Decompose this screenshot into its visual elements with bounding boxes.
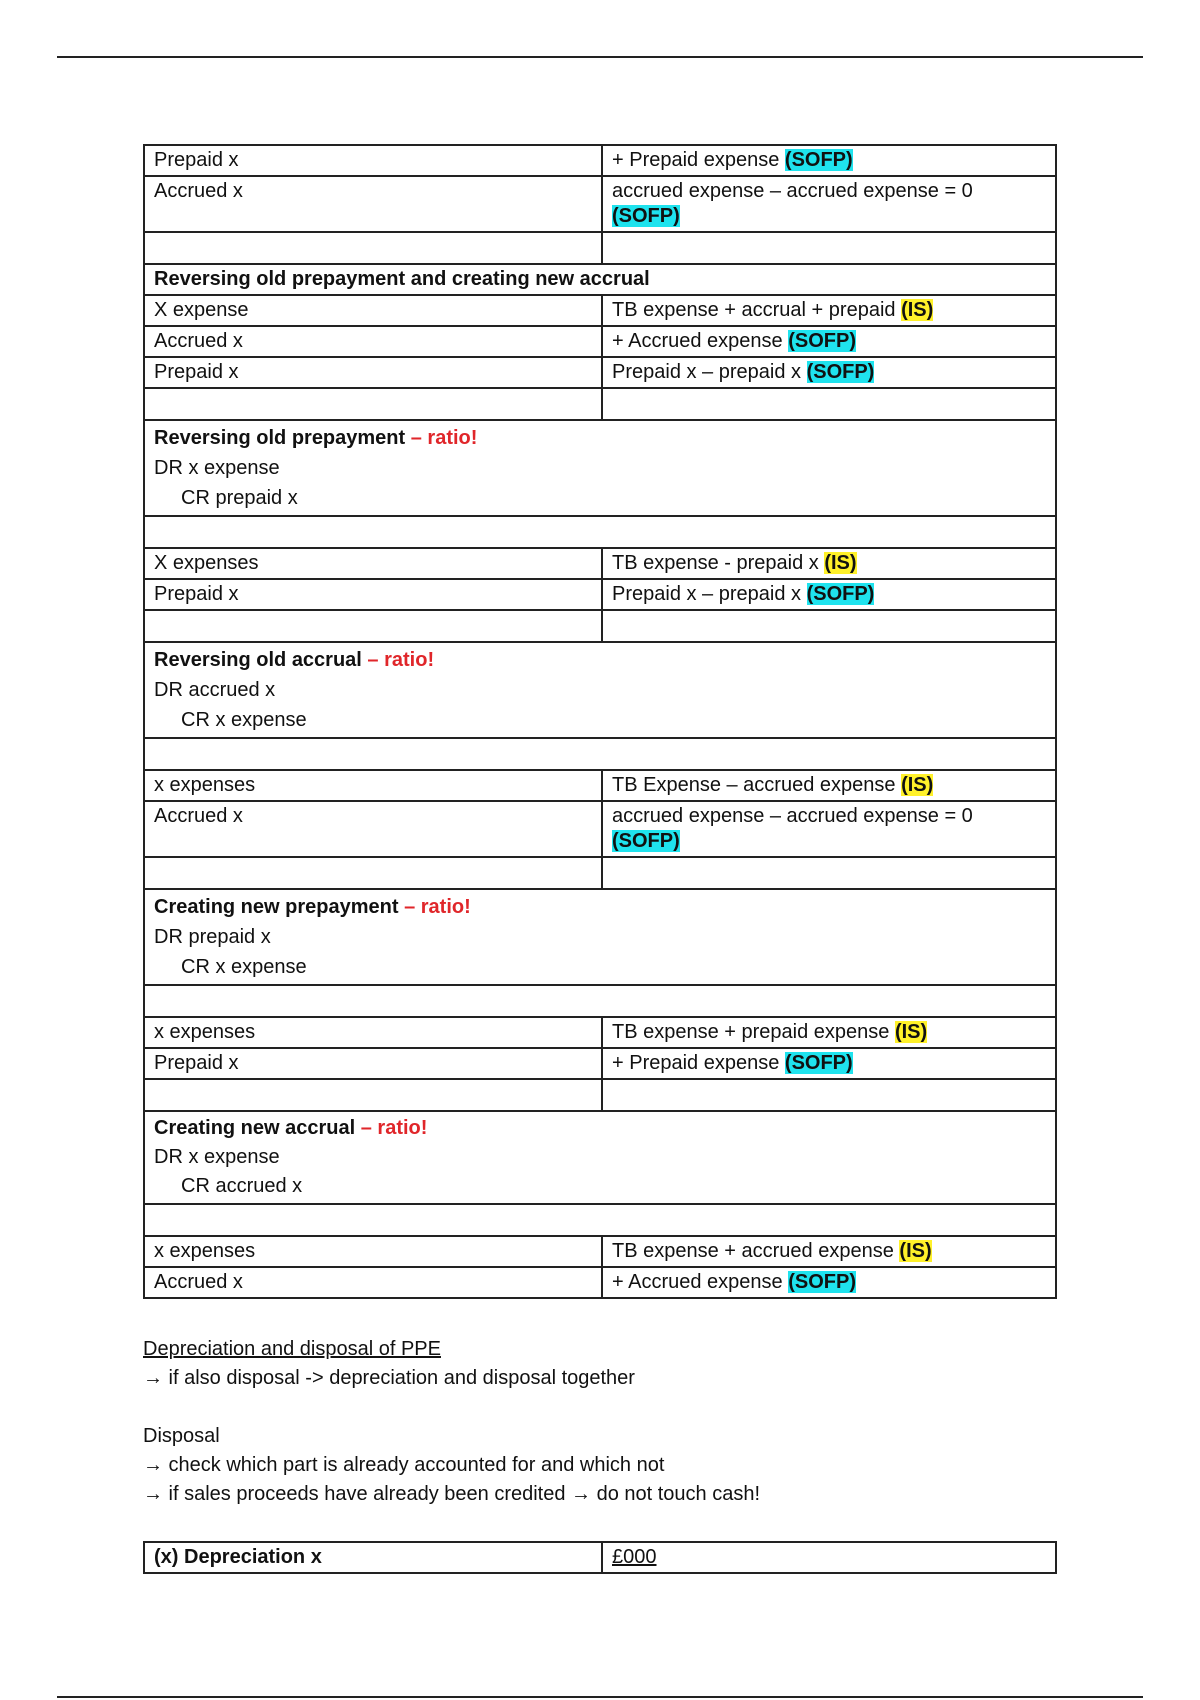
is-tag: (IS): [901, 774, 934, 796]
sofp-tag: (SOFP): [806, 361, 875, 383]
sofp-tag: (SOFP): [784, 1052, 853, 1074]
table-row: [144, 1017, 1056, 1048]
credit-line: CR x expense: [181, 709, 307, 731]
table-row: [144, 1542, 1056, 1573]
table-row: [144, 548, 1056, 579]
cell-right: Prepaid x – prepaid x (SOFP): [602, 357, 1056, 388]
blank-row: [144, 738, 1056, 770]
cell-left: Prepaid x: [144, 357, 602, 388]
ratio-note: – ratio!: [398, 896, 471, 918]
blank-row: [144, 610, 1056, 642]
cell-right: TB expense - prepaid x (IS): [602, 548, 1056, 579]
debit-line: DR x expense: [154, 1146, 280, 1168]
blank-row: [144, 1204, 1056, 1236]
blank-row: [144, 985, 1056, 1017]
cell-right: accrued expense – accrued expense = 0 (SOFP): [602, 176, 1056, 232]
section-heading: Creating new prepayment: [154, 896, 399, 918]
ratio-note: – ratio!: [361, 649, 435, 671]
blank-row: [144, 516, 1056, 548]
depreciation-table: [143, 1541, 1057, 1574]
sofp-tag: (SOFP): [612, 205, 680, 227]
cell-left: Prepaid x: [144, 579, 602, 610]
cell-left: Accrued x: [144, 176, 602, 232]
sofp-tag: (SOFP): [612, 830, 680, 852]
credit-line: CR x expense: [181, 956, 307, 978]
cell-left: Accrued x: [144, 801, 602, 857]
debit-line: DR x expense: [154, 457, 280, 479]
cell-left: x expenses: [144, 770, 602, 801]
section-row: [144, 264, 1056, 295]
cell-left: Prepaid x: [144, 145, 602, 176]
cell-left: x expenses: [144, 1017, 602, 1048]
table-row: [144, 326, 1056, 357]
cell-right: + Accrued expense (SOFP): [602, 1267, 1056, 1298]
blank-row: [144, 1079, 1056, 1111]
ratio-note: – ratio!: [355, 1117, 428, 1139]
cell-right: TB expense + accrual + prepaid (IS): [602, 295, 1056, 326]
credit-line: CR prepaid x: [181, 487, 298, 509]
table-row: [144, 1267, 1056, 1298]
section-heading: Reversing old accrual: [154, 649, 362, 671]
table-row: [144, 145, 1056, 176]
is-tag: (IS): [899, 1240, 932, 1262]
cell-right: accrued expense – accrued expense = 0 (SOFP): [602, 801, 1056, 857]
table-row: [144, 1048, 1056, 1079]
note-line: → if also disposal -> depreciation and disposal together: [143, 1367, 635, 1389]
section-heading: Creating new accrual: [154, 1117, 356, 1139]
section-row: [144, 642, 1056, 738]
cell-left: Prepaid x: [144, 1048, 602, 1079]
cell-right: TB expense + prepaid expense (IS): [602, 1017, 1056, 1048]
table-row: [144, 801, 1056, 857]
credit-line: CR accrued x: [181, 1175, 303, 1197]
blank-row: [144, 857, 1056, 889]
debit-line: DR accrued x: [154, 679, 276, 701]
cell-left: X expense: [144, 295, 602, 326]
note-line: → if sales proceeds have already been credited → do not touch cash!: [143, 1483, 761, 1505]
blank-row: [144, 232, 1056, 264]
cell-right: TB expense + accrued expense (IS): [602, 1236, 1056, 1267]
section-row: [144, 889, 1056, 985]
cell-left: X expenses: [144, 548, 602, 579]
cell-left: Accrued x: [144, 326, 602, 357]
table-row: [144, 295, 1056, 326]
cell-left: Accrued x: [144, 1267, 602, 1298]
sofp-tag: (SOFP): [788, 1271, 857, 1293]
sofp-tag: (SOFP): [784, 149, 853, 171]
table-row: [144, 1236, 1056, 1267]
is-tag: (IS): [824, 552, 857, 574]
section-heading: Reversing old prepayment and creating new accrual: [144, 264, 1056, 295]
spacer: [143, 1393, 1057, 1422]
journal-entry: [144, 420, 1056, 516]
table-row: [144, 176, 1056, 232]
blank-row: [144, 388, 1056, 420]
debit-line: DR prepaid x: [154, 926, 271, 948]
notes-heading: Depreciation and disposal of PPE: [143, 1338, 441, 1360]
sofp-tag: (SOFP): [806, 583, 875, 605]
cell-right: Prepaid x – prepaid x (SOFP): [602, 579, 1056, 610]
depreciation-label: (x) Depreciation x: [144, 1542, 602, 1573]
cell-right: TB Expense – accrued expense (IS): [602, 770, 1056, 801]
footer-rule: [57, 1696, 1143, 1698]
sofp-tag: (SOFP): [788, 330, 857, 352]
section-row: [144, 420, 1056, 516]
note-line: → check which part is already accounted for and which not: [143, 1454, 665, 1476]
is-tag: (IS): [894, 1021, 928, 1043]
disposal-label: Disposal: [143, 1425, 220, 1447]
journal-entry: [144, 642, 1056, 738]
table-row: [144, 770, 1056, 801]
table-row: [144, 579, 1056, 610]
is-tag: (IS): [901, 299, 934, 321]
accruals-prepayments-table: [143, 144, 1057, 1299]
cell-right: + Accrued expense (SOFP): [602, 326, 1056, 357]
journal-entry: [144, 889, 1056, 985]
header-rule: [57, 56, 1143, 58]
table-row: [144, 357, 1056, 388]
journal-entry: [144, 1111, 1056, 1204]
section-heading: Reversing old prepayment: [154, 427, 406, 449]
currency-unit: £000: [602, 1542, 1056, 1573]
cell-left: x expenses: [144, 1236, 602, 1267]
ratio-note: – ratio!: [405, 427, 478, 449]
cell-right: + Prepaid expense (SOFP): [602, 1048, 1056, 1079]
cell-right: + Prepaid expense (SOFP): [602, 145, 1056, 176]
section-row: [144, 1111, 1056, 1204]
ppe-notes: [143, 1335, 1057, 1509]
